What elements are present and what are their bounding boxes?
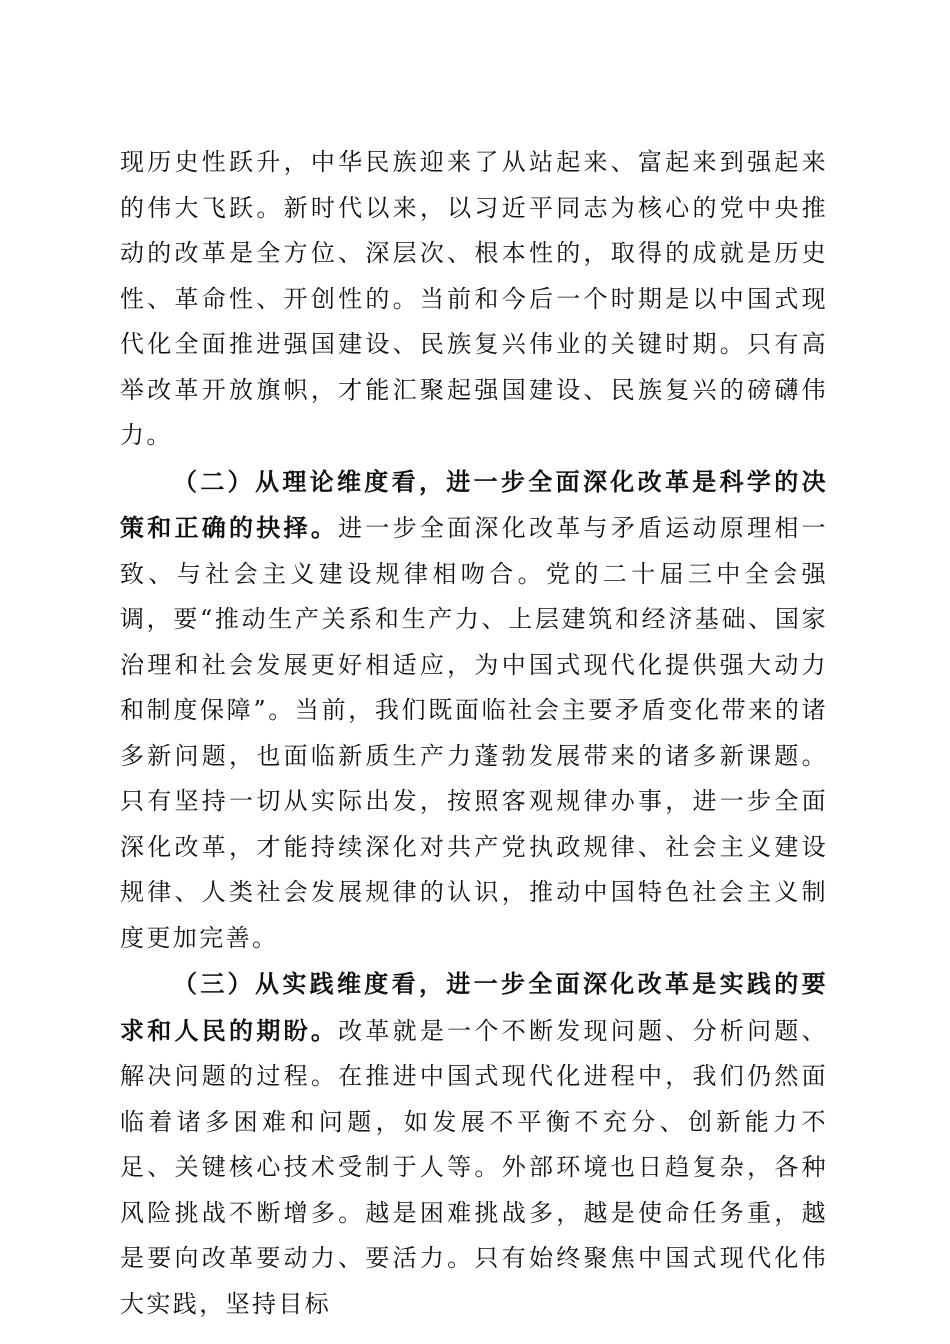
paragraph-lead-heading: （三）从实践维度看，进一步全面深化改革是实践的要求和人民的期盼。 <box>120 969 828 1045</box>
paragraph-lead-heading: （二）从理论维度看，进一步全面深化改革是科学的决策和正确的抉择。 <box>120 466 828 542</box>
document-body <box>120 140 828 1327</box>
paragraph-text: 改革就是一个不断发现问题、分析问题、解决问题的过程。在推进中国式现代化进程中，我们仍然面临着诸多困难和问题，如发展不平衡不充分、创新能力不足、关键核心技术受制于人等。外部环境也日趋复杂，各种风险挑战不断增多。越是困难挑战多，越是使命任务重，越是要向改革要动力、要活力。只有始终聚焦中国式现代化伟大实践，坚持目标 <box>120 1016 828 1318</box>
paragraph-text: 现历史性跃升，中华民族迎来了从站起来、富起来到强起来的伟大飞跃。新时代以来，以习近平同志为核心的党中央推动的改革是全方位、深层次、根本性的，取得的成就是历史性、革命性、开创性的。当前和今后一个时期是以中国式现代化全面推进强国建设、民族复兴伟业的关键时期。只有高举改革开放旗帜，才能汇聚起强国建设、民族复兴的磅礴伟力。 <box>120 148 828 449</box>
paragraph-text: 进一步全面深化改革与矛盾运动原理相一致、与社会主义建设规律相吻合。党的二十届三中全会强调，要“推动生产关系和生产力、上层建筑和经济基础、国家治理和社会发展更好相适应，为中国式现代化提供强大动力和制度保障”。当前，我们既面临社会主要矛盾变化带来的诸多新问题，也面临新质生产力蓬勃发展带来的诸多新课题。只有坚持一切从实际出发，按照客观规律办事，进一步全面深化改革，才能持续深化对共产党执政规律、社会主义建设规律、人类社会发展规律的认识，推动中国特色社会主义制度更加完善。 <box>120 514 828 952</box>
paragraph-practice-dimension <box>120 961 828 1327</box>
paragraph-continuation <box>120 140 828 459</box>
paragraph-theory-dimension <box>120 459 828 962</box>
